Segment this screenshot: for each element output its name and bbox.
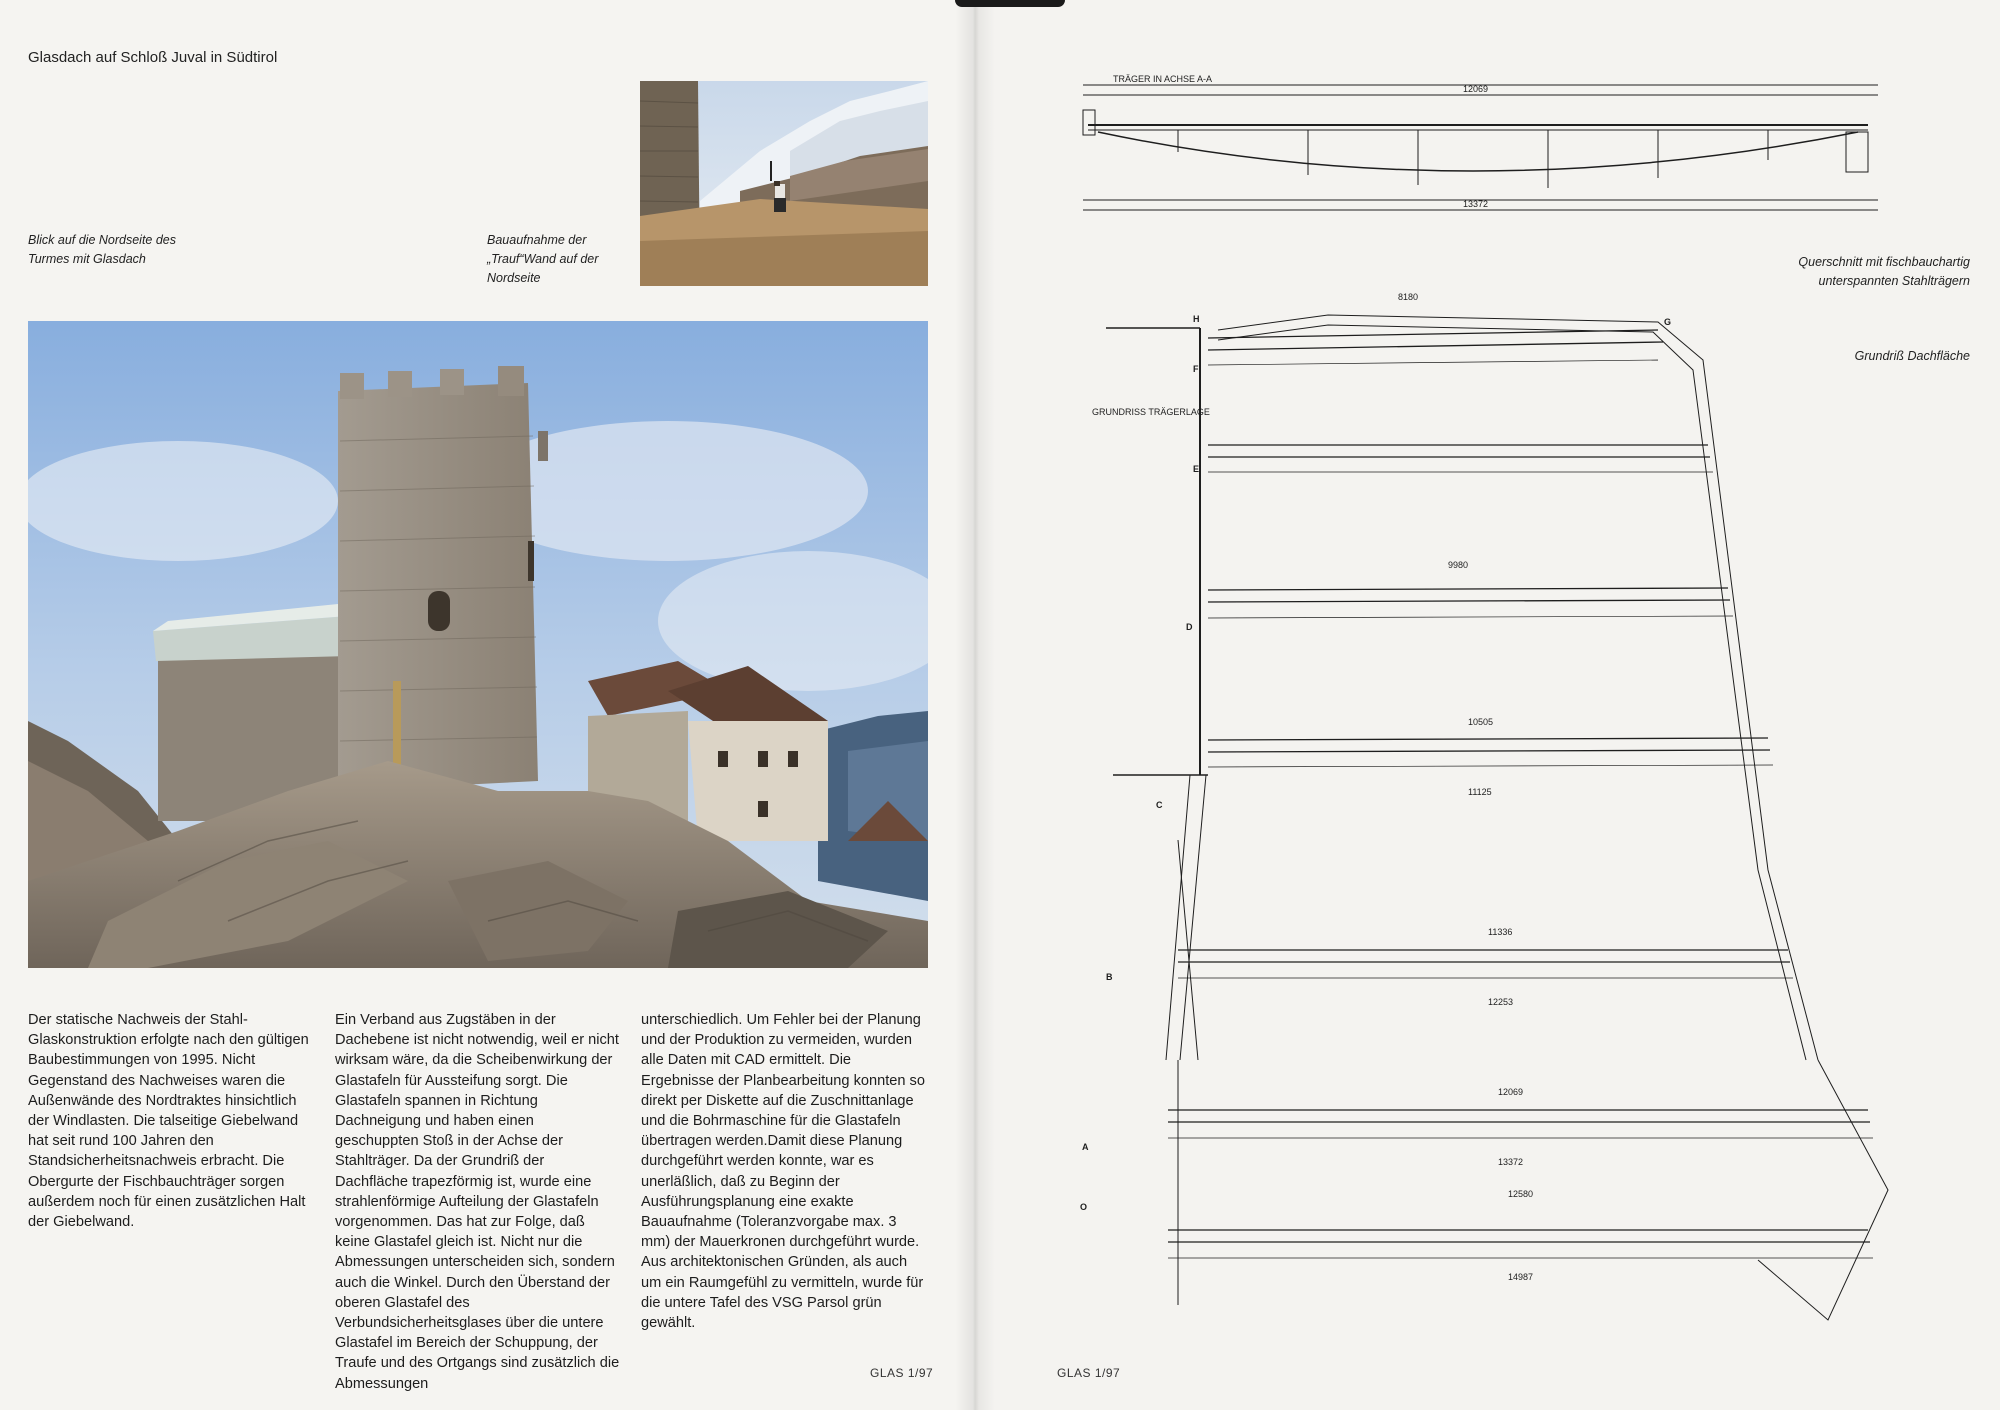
beam-span-8: 13372 [1498, 1157, 1524, 1167]
spine-gutter [955, 0, 995, 1410]
beam-span-2: 9980 [1448, 560, 1469, 570]
beam-span-1: 8180 [1398, 292, 1419, 302]
beam-span-10: 14987 [1508, 1272, 1534, 1282]
beam-span-9: 12580 [1508, 1189, 1534, 1199]
axis-label-d: D [1186, 622, 1193, 632]
section-total: 13372 [1463, 199, 1489, 209]
paragraph-cad: unterschiedlich. Um Fehler bei der Planung und der Produktion zu vermeiden, wurden alle Daten mit CAD ermittelt. Die Ergebnisse der Planbearbeitung konnten so direkt per Diskette auf die Zuschnittanlage und die Bohrmaschine für die Glastafeln übertragen werden.Damit diese Planung durchgeführt werden konnte, war es unerläßlich, daß zu Beginn der Ausführungsplanung eine exakte Bauaufnahme (Toleranzvorgabe max. 3 mm) der Mauerkronen durchgeführt wurde. [641, 1012, 925, 1251]
technical-drawing [1068, 60, 1912, 1350]
beam-span-4: 11125 [1468, 787, 1492, 797]
body-column-2 [335, 1010, 620, 1394]
caption-cross-section: Querschnitt mit fischbauchartig unterspannten Stahlträgern [1798, 255, 1970, 288]
article-title: Glasdach auf Schloß Juval in Südtirol [28, 49, 278, 66]
axis-label-o: O [1080, 1202, 1088, 1212]
beam-span-3: 10505 [1468, 717, 1494, 727]
beam-span-5: 11336 [1488, 927, 1513, 937]
paragraph-statics: Der statische Nachweis der Stahl-Glaskonstruktion erfolgte nach den gültigen Baubestimmungen von 1995. Nicht Gegenstand des Nachweises waren die Außenwände des Nordtraktes hinsichtlich der Windlasten. Die talseitige Giebelwand hat seit rund 100 Jahren den Standsicherheitsnachweis erbracht. Die Obergurte der Fischbauchträger sorgen außerdem noch für einen zusätzlichen Halt der Giebelwand. [28, 1012, 309, 1231]
folio-left: GLAS 1/97 [870, 1366, 934, 1380]
axis-label-e: E [1193, 464, 1200, 474]
caption-north-side: Blick auf die Nordseite des Turmes mit Glasdach [28, 233, 176, 266]
beam-span-7: 12069 [1498, 1087, 1524, 1097]
axis-label-c: C [1156, 800, 1163, 810]
paragraph-vsg: Aus architektonischen Gründen, als auch um ein Raumgefühl zu vermitteln, wurde für die untere Tafel des VSG Parsol grün gewählt. [641, 1254, 924, 1332]
paragraph-glass-panels: Ein Verband aus Zugstäben in der Dachebene ist nicht notwendig, weil er nicht wirksam wäre, da die Scheibenwirkung der Glastafeln für Aussteifung sorgt. Die Glastafeln spannen in Richtung Dachneigung und haben einen geschuppten Stoß in der Achse der Stahlträger. Da der Grundriß der Dachfläche trapezförmig ist, wurde eine strahlenförmige Aufteilung der Glastafeln vorgenommen. Das hat zur Folge, daß keine Glastafel gleich ist. Nicht nur die Abmessungen unterscheiden sich, sondern auch die Winkel. Durch den Überstand der oberen Glastafel des Verbundsicherheitsglases über die untere Glastafel im Bereich der Schuppung, der Traufe und des Ortgangs sind zusätzlich die Abmessungen [335, 1012, 620, 1392]
body-column-3 [641, 1010, 926, 1333]
section-title: TRÄGER IN ACHSE A-A [1113, 74, 1213, 84]
axis-label-a: A [1082, 1142, 1089, 1152]
section-span: 12069 [1463, 84, 1489, 94]
castle-photo [28, 321, 928, 968]
binding-shadow [955, 0, 1065, 7]
axis-label-b: B [1106, 972, 1113, 982]
axis-label-h: H [1193, 314, 1200, 324]
body-column-1 [28, 1010, 313, 1232]
beam-span-6: 12253 [1488, 997, 1514, 1007]
caption-survey: Bauaufnahme der „Trauf“Wand auf der Nordseite [487, 233, 599, 285]
caption-floor-plan: Grundriß Dachfläche [1854, 349, 1970, 363]
plan-title: GRUNDRISS TRÄGERLAGE [1092, 407, 1210, 417]
axis-label-g: G [1664, 317, 1672, 327]
axis-label-f: F [1193, 364, 1199, 374]
folio-right: GLAS 1/97 [1057, 1366, 1121, 1380]
survey-photo [640, 81, 928, 286]
